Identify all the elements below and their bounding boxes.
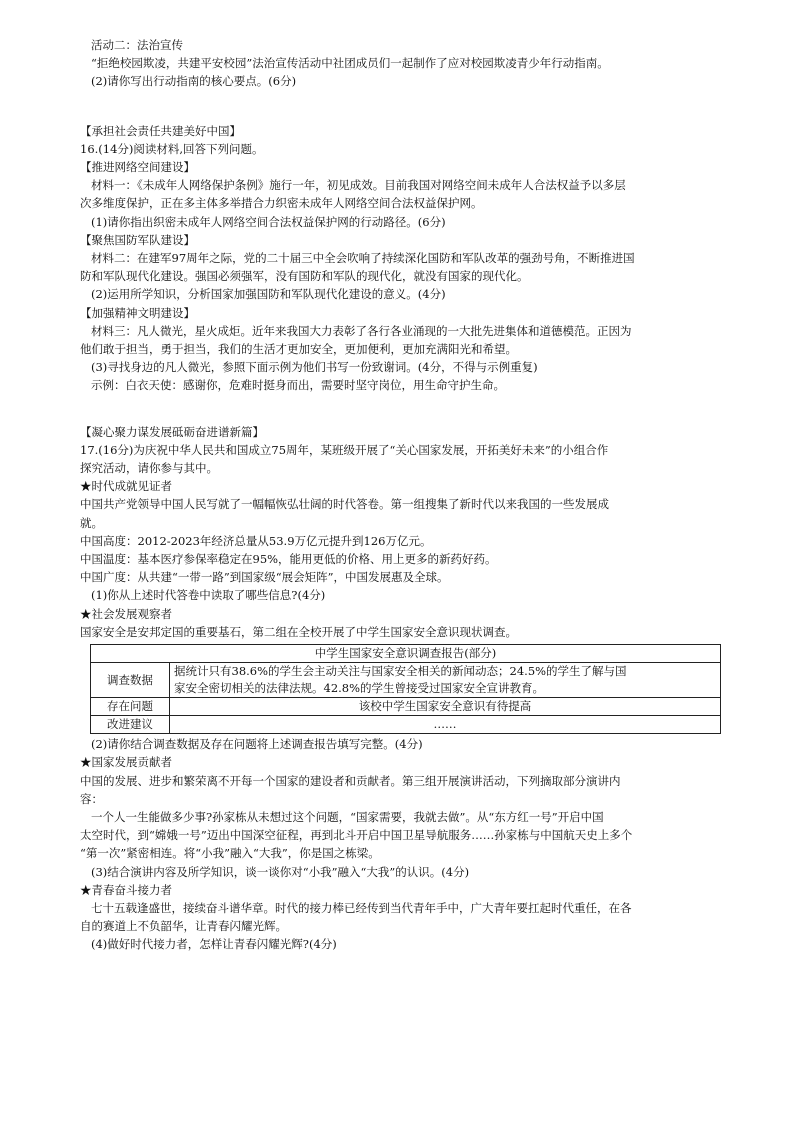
china-height: 中国高度：2012-2023年经济总量从53.9万亿元提升到126万亿元。 xyxy=(80,533,432,548)
material3-line2: 他们敢于担当，勇于担当，我们的生活才更加安全，更加便利，更加充满阳光和希望。 xyxy=(80,342,517,357)
row-label-suggestion: 改进建议 xyxy=(91,716,170,734)
witness-line2: 就。 xyxy=(80,515,103,530)
star-heading-witness: ★时代成就见证者 xyxy=(80,479,172,494)
answer-space xyxy=(80,395,720,423)
subheading-defense: 【聚焦国防军队建设】 xyxy=(80,232,195,247)
row-label-problem: 存在问题 xyxy=(91,698,170,716)
exam-page xyxy=(80,36,720,954)
material1-line2: 次多维度保护，正在多主体多举措合力织密未成年人网络空间合法权益保护网。 xyxy=(80,196,483,211)
question17-3: (3)结合演讲内容及所学知识，谈一谈你对“小我”融入“大我”的认识。(4分) xyxy=(91,864,470,879)
material1-line1: 材料一：《未成年人网络保护条例》施行一年，初见成效。目前我国对网络空间未成年人合法权益予以多层 xyxy=(91,178,626,193)
question16-3: (3)寻找身边的凡人微光，参照下面示例为他们书写一份致谢词。(4分，不得与示例重复) xyxy=(91,360,538,375)
question16-intro: 16.(14分)阅读材料,回答下列问题。 xyxy=(80,141,264,156)
answer-space xyxy=(80,91,720,122)
speech-line1: 一个人一生能做多少事?孙家栋从未想过这个问题，“国家需要，我就去做”。从“东方红一号”开启中国 xyxy=(91,809,604,824)
observer-text: 国家安全是安邦定国的重要基石，第二组在全校开展了中学生国家安全意识现状调查。 xyxy=(80,624,517,639)
star-heading-contributor: ★国家发展贡献者 xyxy=(80,755,172,770)
youth-line1: 七十五载逢盛世，接续奋斗谱华章。时代的接力棒已经传到当代青年手中，广大青年要扛起时代重任，在各 xyxy=(91,900,632,915)
survey-data-line1: 据统计只有38.6%的学生会主动关注与国家安全相关的新闻动态；24.5%的学生了解与国 xyxy=(174,664,627,679)
question17-2: (2)请你结合调查数据及存在问题将上述调查报告填写完整。(4分) xyxy=(91,737,423,752)
question17-intro-line1: 17.(16分)为庆祝中华人民共和国成立75周年，某班级开展了“关心国家发展，开拓美好未来”的小组合作 xyxy=(80,442,609,457)
example-text: 示例：白衣天使：感谢你，危难时挺身而出，需要时坚守岗位，用生命守护生命。 xyxy=(91,378,505,393)
survey-data-cell xyxy=(170,663,721,698)
survey-data-line2: 家安全密切相关的法律法规。42.8%的学生曾接受过国家安全宣讲教育。 xyxy=(174,681,545,696)
material3-line1: 材料三：凡人微光，星火成炬。近年来我国大力表彰了各行各业涌现的一大批先进集体和道德模范。正因为 xyxy=(91,323,632,338)
section16-heading: 【承担社会责任共建美好中国】 xyxy=(80,123,241,138)
subheading-civilization: 【加强精神文明建设】 xyxy=(80,305,195,320)
question17-1: (1)你从上述时代答卷中读取了哪些信息?(4分) xyxy=(91,588,326,603)
material2-line1: 材料二：在建军97周年之际，党的二十届三中全会吹响了持续深化国防和军队改革的强劲号角，不断推进国 xyxy=(91,251,635,266)
speech-line3: “第一次”紧密相连。将“小我”融入“大我”，你是国之栋梁。 xyxy=(80,846,380,861)
table-row xyxy=(91,698,721,716)
question17-4: (4)做好时代接力者，怎样让青春闪耀光辉?(4分) xyxy=(91,937,337,952)
question16-2: (2)运用所学知识，分析国家加强国防和军队现代化建设的意义。(4分) xyxy=(91,287,446,302)
youth-line2: 自的赛道上不负韶华，让青春闪耀光辉。 xyxy=(80,919,287,934)
table-row xyxy=(91,645,721,663)
activity2-title: 活动二：法治宣传 xyxy=(91,38,183,52)
star-heading-relay: ★青春奋斗接力者 xyxy=(80,882,172,897)
problem-cell: 该校中学生国家安全意识有待提高 xyxy=(170,698,721,716)
star-heading-observer: ★社会发展观察者 xyxy=(80,606,172,621)
subheading-network: 【推进网络空间建设】 xyxy=(80,160,195,175)
china-temperature: 中国温度：基本医疗参保率稳定在95%，能用更低的价格、用上更多的新药好药。 xyxy=(80,552,497,567)
contributor-line2: 容： xyxy=(80,791,103,806)
question17-intro-line2: 探究活动，请你参与其中。 xyxy=(80,461,218,476)
survey-report-table xyxy=(90,644,721,734)
material2-line2: 防和军队现代化建设。强国必须强军，没有国防和军队的现代化，就没有国家的现代化。 xyxy=(80,269,529,284)
suggestion-cell: …… xyxy=(170,716,721,734)
speech-line2: 太空时代，到“嫦娥一号”迈出中国深空征程，再到北斗开启中国卫星导航服务……孙家栋与中国航天史上多个 xyxy=(80,828,633,843)
table-row xyxy=(91,716,721,734)
row-label-data: 调查数据 xyxy=(91,663,170,698)
section17-heading: 【凝心聚力谋发展砥砺奋进谱新篇】 xyxy=(80,424,264,439)
witness-line1: 中国共产党领导中国人民写就了一幅幅恢弘壮阔的时代答卷。第一组搜集了新时代以来我国的一些发展成 xyxy=(80,497,609,512)
question16-1: (1)请你指出织密未成年人网络空间合法权益保护网的行动路径。(6分) xyxy=(91,214,446,229)
table-title: 中学生国家安全意识调查报告(部分) xyxy=(91,645,721,663)
table-row xyxy=(91,663,721,698)
china-breadth: 中国广度：从共建“一带一路”到国家级“展会矩阵”，中国发展惠及全球。 xyxy=(80,570,449,585)
question-2-guide: (2)请你写出行动指南的核心要点。(6分) xyxy=(91,74,297,89)
activity2-text: “拒绝校园欺凌，共建平安校园”法治宣传活动中社团成员们一起制作了应对校园欺凌青少年行动指南。 xyxy=(91,56,609,71)
contributor-line1: 中国的发展、进步和繁荣离不开每一个国家的建设者和贡献者。第三组开展演讲活动，下列摘取部分演讲内 xyxy=(80,773,621,788)
